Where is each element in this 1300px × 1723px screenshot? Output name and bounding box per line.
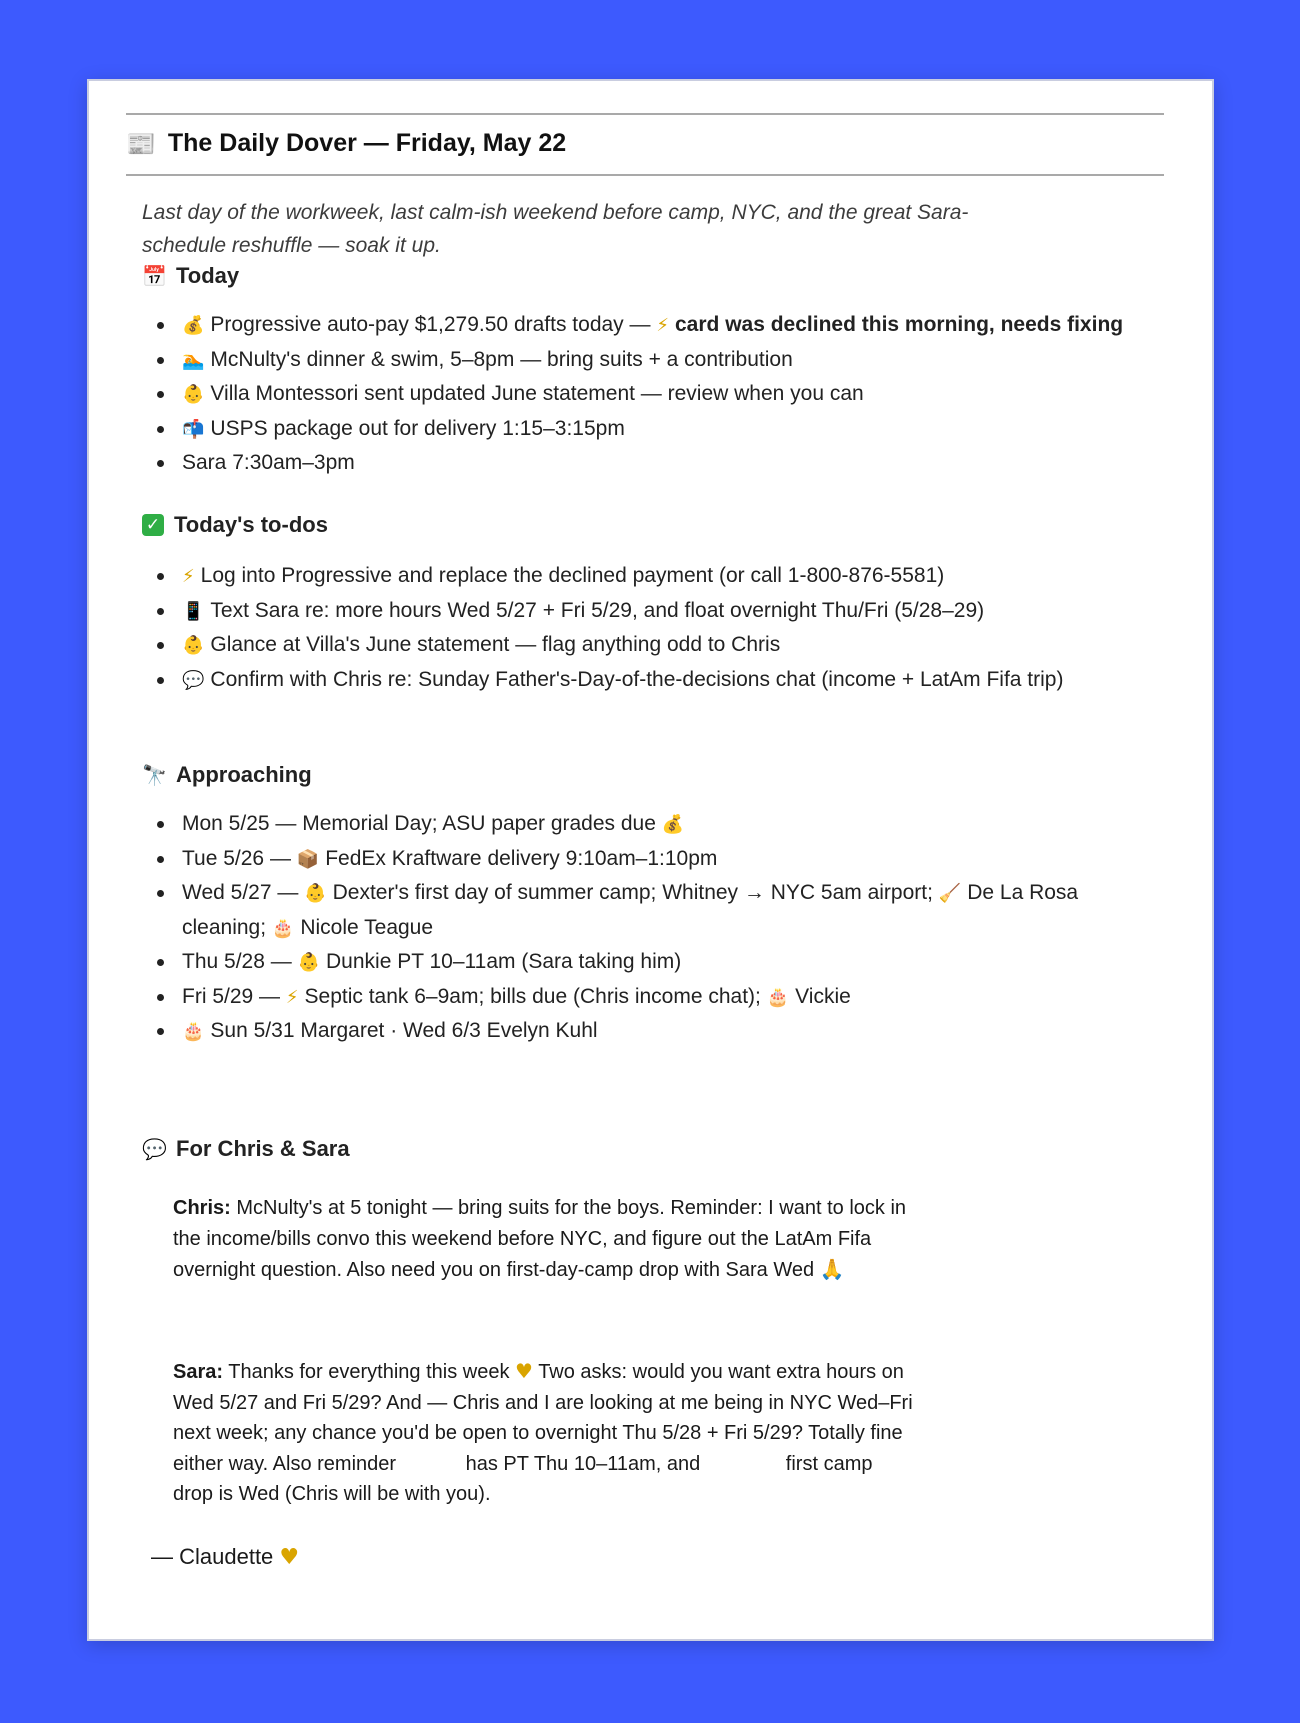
bottom-divider [126, 174, 1164, 176]
item-text: Confirm with Chris re: Sunday Father's-Day-of-the-decisions chat (income + LatAm Fifa trip) [210, 667, 1064, 691]
item-text: Fri 5/29 — [182, 984, 281, 1008]
message-author: Sara: [173, 1361, 224, 1383]
item-text: USPS package out for delivery 1:15–3:15pm [210, 416, 625, 440]
section-approaching-title: Approaching [176, 762, 312, 787]
list-item [149, 980, 1149, 1015]
section-approaching-heading [142, 762, 312, 788]
page-title: The Daily Dover — Friday, May 22 [167, 129, 567, 157]
section-messages-heading [142, 1136, 350, 1162]
list-item [149, 945, 1149, 980]
masthead [126, 129, 566, 158]
todos-list [149, 559, 1149, 697]
item-text: Dexter's first day of summer camp; Whitney → NYC 5am airport; [332, 881, 933, 904]
list-item [149, 876, 1149, 945]
item-text: Dunkie PT 10–11am (Sara taking him) [326, 950, 682, 973]
money-bag-icon: 💰 [661, 814, 685, 835]
list-item [149, 807, 1149, 842]
yellow-heart-icon: ♥ [515, 1359, 533, 1383]
speech-bubble-icon: 💬 [182, 669, 205, 691]
folded-hands-icon: 🙏 [819, 1257, 845, 1281]
mobile-phone-icon: 📱 [182, 600, 205, 622]
baby-icon: 👶 [182, 635, 205, 656]
birthday-cake-icon: 🎂 [182, 1021, 205, 1042]
message-text: has PT Thu 10–11am, and [465, 1452, 701, 1475]
section-todos-heading [142, 512, 328, 538]
item-text: Vickie [795, 984, 851, 1008]
birthday-cake-icon: 🎂 [766, 986, 790, 1008]
list-item [149, 343, 1149, 378]
signoff-text: — Claudette [151, 1544, 274, 1569]
item-text: Sara 7:30am–3pm [182, 451, 355, 474]
intro-text: Last day of the workweek, last calm-ish weekend before camp, NYC, and the great Sara-schedule reshuffle — soak it up. [142, 201, 969, 257]
item-text: Text Sara re: more hours Wed 5/27 + Fri 5/29, and float overnight Thu/Fri (5/28–29) [210, 598, 985, 622]
item-text: Glance at Villa's June statement — flag anything odd to Chris [210, 633, 781, 656]
list-item [149, 308, 1149, 343]
money-bag-icon: 💰 [182, 315, 205, 336]
today-list [149, 308, 1149, 480]
list-item [149, 842, 1149, 877]
list-item [149, 446, 1149, 480]
message-text: Thanks for everything this week [228, 1361, 510, 1383]
message-text: McNulty's at 5 tonight — bring suits for the boys. Reminder: I want to lock in the income/bills convo this weekend before NYC, and figure out the LatAm Fifa overnight question. Also need you on first-day-camp drop with Sara Wed [173, 1197, 907, 1281]
birthday-cake-icon: 🎂 [271, 917, 295, 939]
item-text: Mon 5/25 — Memorial Day; ASU paper grades due [182, 812, 656, 835]
section-today-title: Today [176, 263, 240, 288]
newsletter-page [87, 79, 1214, 1641]
list-item [149, 594, 1149, 629]
item-text: Sun 5/31 Margaret · Wed 6/3 Evelyn Kuhl [210, 1019, 598, 1042]
baby-icon: 👶 [182, 384, 205, 405]
item-bold-text: card was declined this morning, needs fixing [675, 313, 1124, 336]
item-text: Wed 5/27 — [182, 881, 299, 904]
item-text: Tue 5/26 — [182, 846, 291, 870]
yellow-heart-icon: ♥ [279, 1545, 300, 1570]
item-text: Nicole Teague [300, 915, 434, 939]
message-sara [173, 1356, 913, 1510]
baby-icon: 👶 [297, 952, 320, 973]
item-text: Septic tank 6–9am; bills due (Chris income chat); [304, 984, 761, 1008]
top-divider [126, 113, 1164, 115]
speech-bubble-icon: 💬 [142, 1137, 167, 1161]
item-text: FedEx Kraftware delivery 9:10am–1:10pm [325, 846, 718, 870]
section-today-heading [142, 263, 239, 289]
package-icon: 📦 [296, 848, 320, 870]
signoff [151, 1544, 299, 1570]
lightning-icon: ⚡ [285, 986, 299, 1008]
list-item [149, 1014, 1149, 1049]
broom-icon: 🧹 [938, 883, 962, 904]
approaching-list [149, 807, 1149, 1049]
item-text: Log into Progressive and replace the declined payment (or call 1-800-876-5581) [200, 564, 945, 587]
mailbox-icon: 📬 [182, 418, 205, 440]
list-item [149, 628, 1149, 663]
item-text: Progressive auto-pay $1,279.50 drafts today — [210, 313, 651, 336]
item-text: De La Rosa cleaning; [182, 881, 1079, 939]
list-item [149, 377, 1149, 412]
list-item [149, 663, 1149, 698]
message-text: first camp drop is Wed (Chris will be with you). [173, 1452, 873, 1505]
swimming-icon: 🏊 [182, 349, 205, 371]
message-chris [173, 1193, 913, 1286]
list-item [149, 412, 1149, 447]
message-author: Chris: [173, 1197, 231, 1219]
message-text: Two asks: would you want extra hours on Wed 5/27 and Fri 5/29? And — Chris and I are looking at me being in NYC Wed–Fri next week; any chance you'd be open to overnight Thu 5/28 + Fri 5/29? Totally fine either way. Also reminder [173, 1361, 913, 1475]
telescope-icon: 🔭 [142, 763, 167, 787]
calendar-icon: 📅 [142, 264, 167, 288]
check-box-icon: ✓ [142, 514, 164, 536]
section-todos-title: Today's to-dos [174, 512, 328, 537]
section-messages-title: For Chris & Sara [176, 1136, 350, 1161]
lightning-icon: ⚡ [656, 315, 669, 336]
item-text: McNulty's dinner & swim, 5–8pm — bring suits + a contribution [210, 347, 793, 371]
list-item [149, 559, 1149, 594]
item-text: Thu 5/28 — [182, 950, 292, 973]
item-text: Villa Montessori sent updated June statement — review when you can [210, 382, 864, 405]
newspaper-icon: 📰 [126, 129, 156, 158]
lightning-icon: ⚡ [182, 566, 195, 587]
baby-icon: 👶 [304, 883, 327, 904]
